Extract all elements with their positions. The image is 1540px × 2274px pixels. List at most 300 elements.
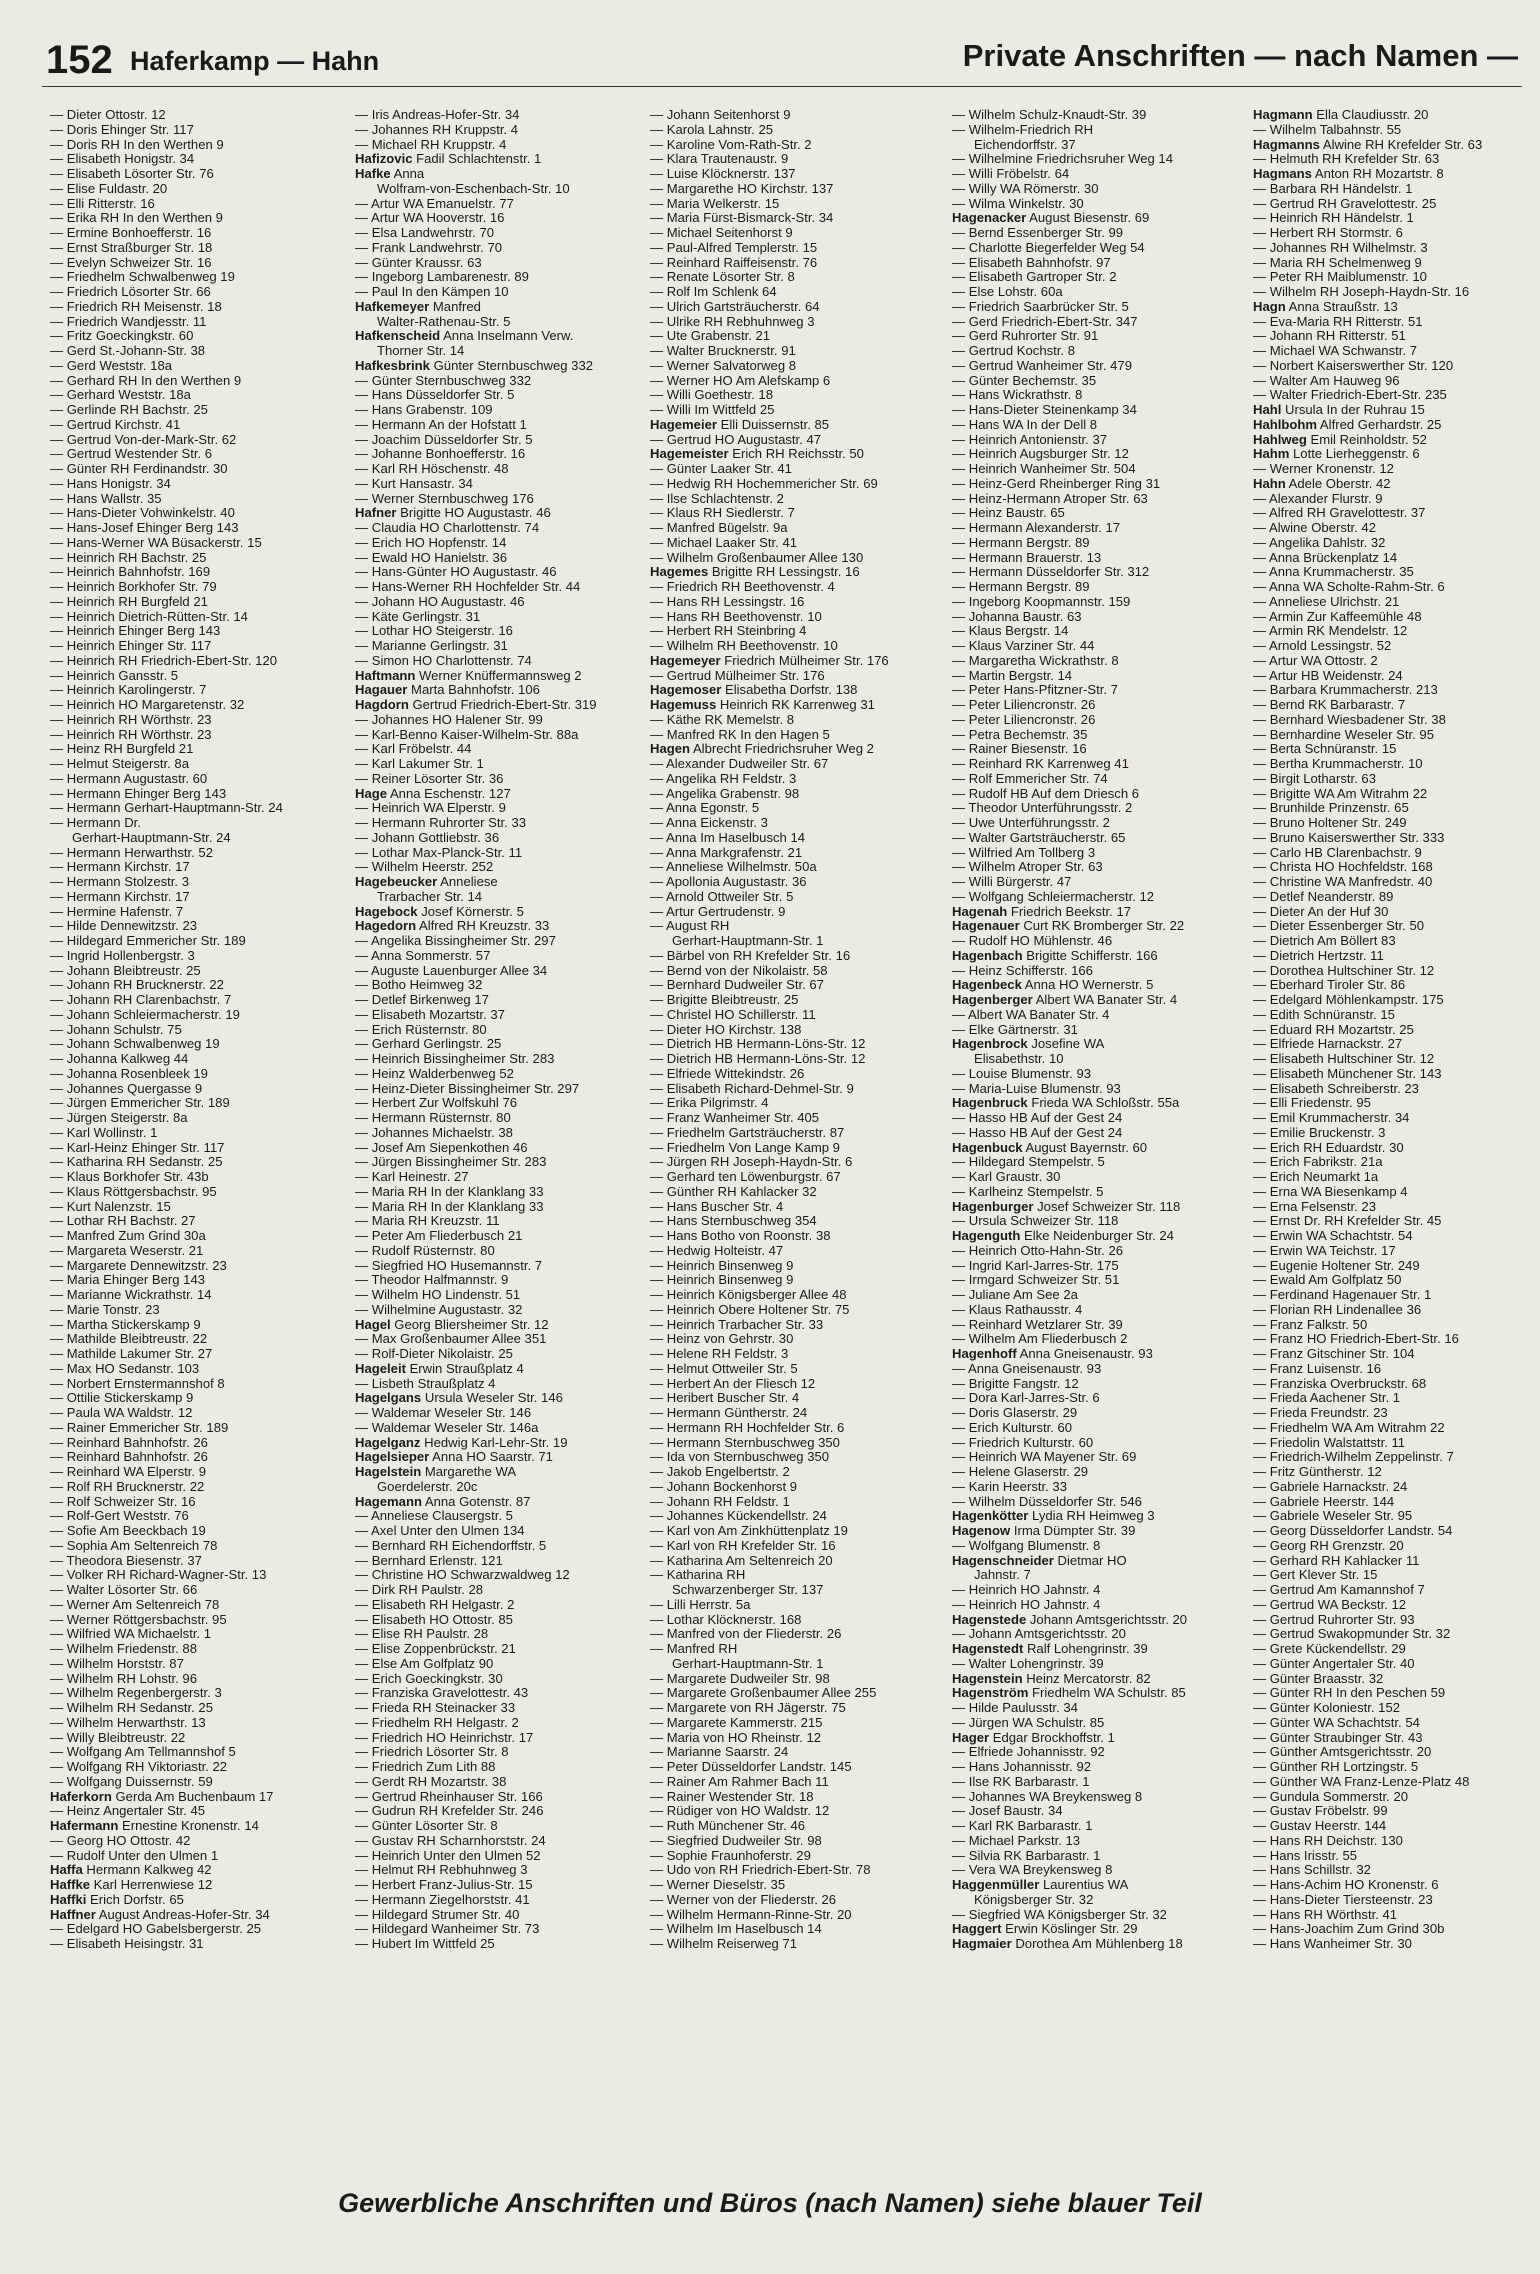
directory-entry: — Johannes WA Breykensweg 8 [952, 1788, 1143, 1804]
surname: Hagenacker [952, 210, 1027, 226]
surname: Hagenguth [952, 1228, 1021, 1243]
directory-entry: — Barbara Krummacherstr. 213 [1253, 682, 1438, 698]
directory-entry: Hagemeier Elli Duissernstr. 85 [650, 416, 830, 432]
directory-entry: — Heinrich RH Wörthstr. 23 [50, 711, 212, 727]
directory-entry: — Hans-Werner WA Büsackerstr. 15 [50, 534, 262, 550]
surname: Hageleit [355, 1360, 406, 1376]
directory-entry: — Heinrich RH Wörthstr. 23 [50, 726, 212, 742]
directory-entry: Hahl Ursula In der Ruhrau 15 [1253, 402, 1425, 417]
directory-entry: — Michael Parkstr. 13 [952, 1832, 1081, 1848]
directory-column-2 [355, 108, 645, 1952]
surname: Hagenstede [952, 1611, 1027, 1627]
footer-note: Gewerbliche Anschriften und Büros (nach Namen) siehe blauer Teil [338, 2188, 1202, 2218]
directory-entry: — Erna Felsenstr. 23 [1253, 1198, 1376, 1214]
directory-entry: — Josef Am Siepenkothen 46 [355, 1139, 528, 1155]
directory-entry: — Gertrud Am Kamannshof 7 [1253, 1582, 1425, 1597]
directory-entry: — Hildegard Strumer Str. 40 [355, 1906, 520, 1922]
directory-entry: Hagmans Anton RH Mozartstr. 8 [1253, 166, 1444, 181]
directory-entry: — Marianne Saarstr. 24 [650, 1744, 789, 1760]
directory-entry: — Friedrich RH Beethovenstr. 4 [650, 579, 835, 594]
directory-entry: — Hans Irisstr. 55 [1253, 1847, 1358, 1863]
directory-entry: — Walter Am Hauweg 96 [1253, 372, 1400, 388]
directory-entry: — Gertrud HO Augustastr. 47 [650, 431, 822, 447]
directory-entry: — Bruno Holtener Str. 249 [1253, 815, 1407, 830]
directory-entry: — Wilhelm Friedenstr. 88 [50, 1641, 197, 1656]
directory-entry: — Wilhelm RH Joseph-Haydn-Str. 16 [1253, 284, 1470, 299]
surname: Hagebock [355, 903, 418, 919]
directory-entry: — Johannes RH Wilhelmstr. 3 [1253, 239, 1428, 255]
directory-entry: — Rolf Im Schlenk 64 [650, 284, 777, 299]
directory-entry: — Peter Am Fliederbusch 21 [355, 1228, 523, 1243]
directory-entry: — Detlef Neanderstr. 89 [1253, 888, 1394, 904]
directory-entry: — Gertrud Ruhrorter Str. 93 [1253, 1611, 1415, 1627]
surname: Hagenschneider [952, 1552, 1054, 1568]
directory-entry: — Elisabeth Honigstr. 34 [50, 151, 195, 167]
directory-entry: — Eberhard Tiroler Str. 86 [1253, 977, 1406, 993]
directory-entry: — Gertrud RH Gravelottestr. 25 [1253, 195, 1437, 211]
directory-entry: — Wilfried WA Michaelstr. 1 [50, 1626, 212, 1642]
directory-entry: — Christine HO Schwarzwaldweg 12 [355, 1567, 570, 1583]
directory-entry: — Bernhard Dudweiler Str. 67 [650, 977, 824, 993]
directory-entry: — Werner von der Fliederstr. 26 [650, 1891, 837, 1907]
surname: Hagenbach [952, 947, 1023, 963]
directory-entry: — Heinrich Obere Holtener Str. 75 [650, 1301, 850, 1317]
directory-entry: — Maria RH In der Klanklang 33 [355, 1183, 544, 1199]
directory-entry: Hafner Brigitte HO Augustastr. 46 [355, 505, 551, 521]
surname: Hagdorn [355, 697, 409, 712]
directory-entry: — Karl Graustr. 30 [952, 1169, 1061, 1184]
directory-entry: — Elisabeth Münchener Str. 143 [1253, 1065, 1442, 1081]
directory-entry: — Klaus Röttgersbachstr. 95 [50, 1183, 217, 1199]
directory-entry: — Heinrich RH Händelstr. 1 [1253, 210, 1414, 226]
surname: Haffki [50, 1891, 87, 1907]
directory-entry: — Birgit Lotharstr. 63 [1253, 770, 1376, 786]
directory-entry: — Heinrich Antonienstr. 37 [952, 431, 1108, 447]
directory-entry: — Wilhelm Regenbergerstr. 3 [50, 1685, 222, 1701]
directory-entry: Haffke Karl Herrenwiese 12 [50, 1877, 213, 1892]
directory-entry: — Siegfried HO Husemannstr. 7 [355, 1257, 543, 1273]
directory-entry: — Helmuth RH Krefelder Str. 63 [1253, 151, 1440, 167]
directory-entry: — Armin Zur Kaffeemühle 48 [1253, 608, 1422, 624]
directory-entry: — Karl Fröbelstr. 44 [355, 741, 472, 757]
directory-entry: — Walter Gartsträucherstr. 65 [952, 829, 1126, 845]
directory-entry: Haffa Hermann Kalkweg 42 [50, 1862, 212, 1878]
directory-entry: — Ilse RK Barbarastr. 1 [952, 1773, 1090, 1789]
directory-entry: — Friedhelm RH Helgastr. 2 [355, 1714, 519, 1730]
directory-entry: — Bertha Krummacherstr. 10 [1253, 756, 1423, 771]
directory-entry: — Wolfgang Am Tellmannshof 5 [50, 1744, 236, 1760]
directory-entry: — Bärbel von RH Krefelder Str. 16 [650, 947, 851, 963]
surname: Haggenmüller [952, 1877, 1040, 1892]
directory-entry: — Dieter Essenberger Str. 50 [1253, 918, 1425, 934]
directory-entry: — Brunhilde Prinzenstr. 65 [1253, 800, 1409, 816]
directory-entry: — Artur WA Hooverstr. 16 [355, 210, 505, 226]
directory-entry: — Klaus Borkhofer Str. 43b [50, 1169, 209, 1184]
directory-entry: — Günter Laaker Str. 41 [650, 461, 792, 476]
surname: Hagelstein [355, 1464, 422, 1479]
directory-entry: — Botho Heimweg 32 [355, 977, 483, 993]
directory-entry: — Rudolf HO Mühlenstr. 46 [952, 933, 1113, 948]
directory-entry: Gerhart-Hauptmann-Str. 1 [672, 1655, 824, 1671]
section-title: Private Anschriften — nach Namen — [962, 38, 1518, 73]
directory-entry: — Rainer Am Rahmer Bach 11 [650, 1773, 829, 1789]
directory-entry: — Ruth Münchener Str. 46 [650, 1818, 806, 1833]
directory-entry: — Christel HO Schillerstr. 11 [650, 1006, 816, 1022]
header-rule [42, 86, 1522, 87]
directory-entry: Hafke Anna [355, 166, 425, 181]
directory-entry: — Johann Seitenhorst 9 [650, 108, 791, 122]
surname: Hagenbrock [952, 1036, 1028, 1052]
directory-entry: — Friedhelm WA Am Witrahm 22 [1253, 1419, 1445, 1435]
directory-entry: — Wolfgang Schleiermacherstr. 12 [952, 888, 1155, 904]
directory-entry: Hagauer Marta Bahnhofstr. 106 [355, 682, 540, 698]
directory-entry: — Heinrich RH Burgfeld 21 [50, 593, 208, 609]
directory-entry: — Charlotte Biegerfelder Weg 54 [952, 239, 1145, 255]
directory-entry: — Heinz Schifferstr. 166 [952, 962, 1093, 978]
directory-entry: — Johann Schulstr. 75 [50, 1021, 182, 1037]
directory-entry: — Willi Im Wittfeld 25 [650, 402, 775, 417]
directory-entry: — Friedrich Lösorter Str. 8 [355, 1744, 509, 1760]
surname: Hager [952, 1729, 990, 1745]
directory-entry: — Hans Johannisstr. 92 [952, 1759, 1092, 1774]
directory-entry: — Erika RH In den Werthen 9 [50, 210, 223, 226]
directory-entry: — Erwin WA Schachtstr. 54 [1253, 1228, 1413, 1243]
surname: Hage [355, 785, 388, 801]
directory-entry: — Angelika Dahlstr. 32 [1253, 534, 1386, 550]
directory-entry: — Günter Lösorter Str. 8 [355, 1818, 498, 1833]
directory-entry: — Willy Bleibtreustr. 22 [50, 1729, 186, 1745]
directory-entry: — Hans Wanheimer Str. 30 [1253, 1936, 1412, 1951]
directory-entry: — Jürgen Bissingheimer Str. 283 [355, 1154, 547, 1170]
directory-entry: — Doris Glaserstr. 29 [952, 1405, 1078, 1420]
directory-entry: Hagenbach Brigitte Schifferstr. 166 [952, 947, 1158, 963]
directory-entry: — Elise Fuldastr. 20 [50, 180, 168, 196]
directory-entry: — Walter Lohengrinstr. 39 [952, 1655, 1104, 1671]
surname: Hafermann [50, 1818, 119, 1833]
directory-entry: — Peter Liliencronstr. 26 [952, 711, 1096, 727]
directory-entry: — Friedrich Saarbrücker Str. 5 [952, 298, 1129, 314]
directory-entry: — Detlef Birkenweg 17 [355, 992, 489, 1007]
directory-entry: — Renate Lösorter Str. 8 [650, 269, 795, 285]
directory-entry: — Maria-Luise Blumenstr. 93 [952, 1080, 1121, 1096]
directory-entry: — Heribert Buscher Str. 4 [650, 1390, 800, 1406]
directory-entry: — Bernd von der Nikolaistr. 58 [650, 962, 828, 978]
directory-entry: — Brigitte WA Am Witrahm 22 [1253, 785, 1428, 801]
directory-entry: Hagelsieper Anna HO Saarstr. 71 [355, 1449, 553, 1465]
directory-entry: — Erich Goeckingkstr. 30 [355, 1670, 503, 1686]
directory-entry: — Gerd Friedrich-Ebert-Str. 347 [952, 313, 1138, 329]
directory-entry: — Heinrich Gansstr. 5 [50, 667, 179, 683]
directory-entry: Hagdorn Gertrud Friedrich-Ebert-Str. 319 [355, 697, 597, 712]
directory-entry: — Günter Angertaler Str. 40 [1253, 1655, 1415, 1671]
directory-entry: — Rudolf HB Auf dem Driesch 6 [952, 785, 1140, 801]
directory-entry: — Georg RH Grenzstr. 20 [1253, 1537, 1404, 1553]
directory-entry: — Hans Honigstr. 34 [50, 475, 171, 491]
directory-entry: — Gustav Heerstr. 144 [1253, 1818, 1387, 1833]
directory-entry: — Hildegard Stempelstr. 5 [952, 1154, 1105, 1170]
directory-entry: — Hermine Hafenstr. 7 [50, 903, 184, 919]
directory-entry: Königsberger Str. 32 [974, 1891, 1094, 1907]
directory-entry: — Elfriede Johannisstr. 92 [952, 1744, 1105, 1760]
directory-entry: — Reiner Lösorter Str. 36 [355, 770, 504, 786]
directory-entry: — Heinrich Binsenweg 9 [650, 1272, 794, 1288]
directory-entry: — Franz Gitschiner Str. 104 [1253, 1346, 1415, 1361]
directory-entry: — Theodora Biesenstr. 37 [50, 1552, 202, 1568]
directory-entry: — Hans-Werner RH Hochfelder Str. 44 [355, 579, 581, 594]
surname: Hagelganz [355, 1434, 421, 1450]
directory-entry: — Herbert Zur Wolfskuhl 76 [355, 1095, 518, 1111]
directory-entry: — Erich HO Hopfenstr. 14 [355, 534, 507, 550]
surname: Hagenburger [952, 1198, 1034, 1214]
directory-entry: — Anneliese Clausergstr. 5 [355, 1508, 513, 1524]
directory-entry: — Friedhelm Von Lange Kamp 9 [650, 1139, 840, 1155]
directory-entry: — Anna Egonstr. 5 [650, 800, 760, 816]
directory-entry: — Günter RH Ferdinandstr. 30 [50, 461, 228, 476]
directory-entry: — Heinrich Borkhofer Str. 79 [50, 579, 217, 594]
directory-entry: — Walter Friedrich-Ebert-Str. 235 [1253, 387, 1447, 403]
directory-entry: — Karl von RH Krefelder Str. 16 [650, 1537, 836, 1553]
directory-entry: — Hasso HB Auf der Gest 24 [952, 1124, 1123, 1140]
directory-entry: — Erich Kulturstr. 60 [952, 1419, 1073, 1435]
directory-entry: Hagenbeck Anna HO Wernerstr. 5 [952, 977, 1154, 993]
directory-entry: Haffner August Andreas-Hofer-Str. 34 [50, 1906, 270, 1922]
directory-entry: — Anna Im Haselbusch 14 [650, 829, 806, 845]
directory-entry: — Friedhelm Schwalbenweg 19 [50, 269, 235, 285]
directory-entry: — Wilhelm Düsseldorfer Str. 546 [952, 1493, 1142, 1509]
directory-entry: — Johann HO Augustastr. 46 [355, 593, 525, 609]
directory-entry: — Dorothea Hultschiner Str. 12 [1253, 962, 1435, 978]
directory-entry: — Helene RH Feldstr. 3 [650, 1346, 789, 1361]
directory-entry: — Günter Koloniestr. 152 [1253, 1700, 1401, 1715]
directory-entry: — Brigitte Fangstr. 12 [952, 1375, 1079, 1391]
directory-entry: Hagmann Ella Claudiusstr. 20 [1253, 108, 1429, 122]
directory-entry: — Margarete Dudweiler Str. 98 [650, 1670, 830, 1686]
directory-entry: — Albert WA Banater Str. 4 [952, 1006, 1110, 1022]
directory-entry: — Heinrich HO Margaretenstr. 32 [50, 697, 245, 712]
directory-entry: — Margarete Dennewitzstr. 23 [50, 1257, 227, 1273]
directory-entry: — Helene Glaserstr. 29 [952, 1464, 1089, 1479]
directory-entry: — Werner HO Am Alefskamp 6 [650, 372, 831, 388]
directory-entry: — Gerhard Gerlingstr. 25 [355, 1036, 502, 1052]
directory-entry: — Mathilde Bleibtreustr. 22 [50, 1331, 208, 1347]
directory-entry: — Michael RH Kruppstr. 4 [355, 136, 507, 152]
directory-entry: — Angelika Bissingheimer Str. 297 [355, 933, 556, 948]
directory-entry: — Dirk RH Paulstr. 28 [355, 1582, 484, 1597]
directory-entry: — Werner Dieselstr. 35 [650, 1877, 786, 1892]
directory-entry: — Bruno Kaiserswerther Str. 333 [1253, 829, 1445, 845]
directory-entry: — Wilfried Am Tollberg 3 [952, 844, 1096, 860]
directory-entry: — Edith Schnüranstr. 15 [1253, 1006, 1395, 1022]
directory-entry: — Gerhard RH Kahlacker 11 [1253, 1552, 1420, 1568]
directory-entry: — Rolf-Dieter Nikolaistr. 25 [355, 1346, 513, 1361]
directory-entry: — Elisabeth HO Ottostr. 85 [355, 1611, 513, 1627]
directory-entry: — Sophia Am Seltenreich 78 [50, 1537, 218, 1553]
directory-entry: — Käthe RK Memelstr. 8 [650, 711, 795, 727]
directory-entry: — Wilhelm Heerstr. 252 [355, 859, 494, 875]
directory-entry: — Heinz-Dieter Bissingheimer Str. 297 [355, 1080, 580, 1096]
directory-entry: Hageleit Erwin Straußplatz 4 [355, 1360, 524, 1376]
directory-entry: — Manfred Bügelstr. 9a [650, 520, 788, 535]
directory-entry: — Hans Düsseldorfer Str. 5 [355, 387, 515, 403]
directory-entry: — Hermann Düsseldorfer Str. 312 [952, 564, 1150, 580]
directory-entry: — Reinhard Bahnhofstr. 26 [50, 1434, 208, 1450]
directory-entry: — Willi Goethestr. 18 [650, 387, 773, 403]
directory-entry: — Maria Ehinger Berg 143 [50, 1272, 206, 1288]
directory-entry: — Luise Klöcknerstr. 137 [650, 166, 796, 181]
directory-entry: — Elsa Landwehrstr. 70 [355, 225, 495, 240]
directory-entry: — Peter RH Maiblumenstr. 10 [1253, 269, 1427, 285]
directory-entry: — August RH [650, 918, 730, 934]
directory-entry: — Hermann Gerhart-Hauptmann-Str. 24 [50, 800, 283, 816]
directory-entry: — Hermann Rüsternstr. 80 [355, 1110, 511, 1125]
directory-entry: — Alexander Dudweiler Str. 67 [650, 756, 829, 771]
directory-entry: — Herbert An der Fliesch 12 [650, 1375, 816, 1391]
directory-entry: — Heinrich HO Jahnstr. 4 [952, 1596, 1101, 1612]
directory-entry: — Hans Botho von Roonstr. 38 [650, 1228, 831, 1243]
directory-entry: — Heinz-Hermann Atroper Str. 63 [952, 490, 1148, 506]
directory-entry: — Gertrud Kochstr. 8 [952, 343, 1075, 358]
directory-entry: — Margarethe HO Kirchstr. 137 [650, 180, 834, 196]
directory-entry: — Hermann RH Hochfelder Str. 6 [650, 1419, 845, 1435]
surname: Hagenström [952, 1685, 1029, 1701]
directory-entry: — Erich Fabrikstr. 21a [1253, 1154, 1383, 1170]
directory-entry: — Hans-Dieter Vohwinkelstr. 40 [50, 505, 235, 521]
directory-entry: — Anneliese Ulrichstr. 21 [1253, 593, 1400, 609]
directory-entry: — Siegfried Dudweiler Str. 98 [650, 1832, 822, 1848]
directory-entry: — Karl Heinestr. 27 [355, 1169, 469, 1184]
directory-entry: — Rolf Schweizer Str. 16 [50, 1493, 196, 1509]
directory-entry: — Axel Unter den Ulmen 134 [355, 1523, 525, 1538]
directory-entry: — Elfriede Wittekindstr. 26 [650, 1065, 805, 1081]
directory-entry: — Johanna Rosenbleek 19 [50, 1065, 208, 1081]
directory-entry: — Hans RH Wörthstr. 41 [1253, 1906, 1398, 1922]
directory-entry: — Heinrich Wanheimer Str. 504 [952, 461, 1136, 476]
directory-entry: — Ermine Bonhoefferstr. 16 [50, 225, 212, 240]
directory-entry: Haggert Erwin Köslinger Str. 29 [952, 1921, 1138, 1937]
directory-entry: — Elisabeth Hultschiner Str. 12 [1253, 1051, 1435, 1066]
directory-entry: — Gerhard ten Löwenburgstr. 67 [650, 1169, 841, 1184]
directory-entry: — Hans-Dieter Steinenkamp 34 [952, 402, 1137, 417]
directory-entry: — Karl-Benno Kaiser-Wilhelm-Str. 88a [355, 726, 579, 742]
directory-entry: — Louise Blumenstr. 93 [952, 1065, 1092, 1081]
directory-entry: — Jürgen WA Schulstr. 85 [952, 1714, 1105, 1730]
directory-entry: — Hans Wallstr. 35 [50, 490, 162, 506]
directory-entry: — Elfriede Harnackstr. 27 [1253, 1036, 1403, 1052]
directory-entry: — Hermann Ruhrorter Str. 33 [355, 815, 527, 830]
surname: Hahlbohm [1253, 416, 1318, 432]
directory-column-4 [952, 108, 1242, 1952]
directory-entry: Hagemeyer Friedrich Mülheimer Str. 176 [650, 652, 889, 668]
directory-entry: — Günter Bechemstr. 35 [952, 372, 1097, 388]
directory-entry: — Elisabeth Bahnhofstr. 97 [952, 254, 1111, 270]
directory-entry: — Manfred RK In den Hagen 5 [650, 726, 830, 742]
directory-entry: — Auguste Lauenburger Allee 34 [355, 962, 548, 978]
directory-entry: — Werner Röttgersbachstr. 95 [50, 1611, 227, 1627]
directory-entry: — Hans-Achim HO Kronenstr. 6 [1253, 1877, 1439, 1892]
directory-entry: — Peter Düsseldorfer Landstr. 145 [650, 1759, 852, 1774]
directory-entry: — Karl RH Höschenstr. 48 [355, 461, 509, 476]
directory-entry: — Maria RH Kreuzstr. 11 [355, 1213, 500, 1229]
directory-entry: — Hans-Günter HO Augustastr. 46 [355, 564, 557, 580]
directory-entry: — Herbert RH Steinbring 4 [650, 623, 807, 639]
directory-entry: — Simon HO Charlottenstr. 74 [355, 652, 532, 668]
surname: Haftmann [355, 667, 416, 683]
directory-entry: — Rolf Emmericher Str. 74 [952, 770, 1108, 786]
directory-entry: — Wilhelm Schulz-Knaudt-Str. 39 [952, 108, 1147, 122]
directory-entry: — Michael WA Schwanstr. 7 [1253, 343, 1417, 358]
directory-entry: — Hans RH Lessingstr. 16 [650, 593, 805, 609]
directory-entry: — Johann Bockenhorst 9 [650, 1478, 798, 1494]
directory-entry: — Johann Schleiermacherstr. 19 [50, 1006, 240, 1022]
surname: Hagmaier [952, 1936, 1012, 1951]
directory-entry: — Franziska Gravelottestr. 43 [355, 1685, 529, 1701]
directory-entry: — Friedrich Lösorter Str. 66 [50, 284, 211, 299]
directory-entry: — Karl Wollinstr. 1 [50, 1124, 158, 1140]
directory-entry: — Anna Gneisenaustr. 93 [952, 1360, 1102, 1376]
directory-entry: — Siegfried WA Königsberger Str. 32 [952, 1906, 1167, 1922]
page-number: 152 [46, 38, 113, 82]
directory-entry: Jahnstr. 7 [974, 1567, 1031, 1583]
directory-entry: Hagedorn Alfred RH Kreuzstr. 33 [355, 918, 550, 934]
directory-entry: — Günter Kraussr. 63 [355, 254, 482, 270]
directory-entry: — Volker RH Richard-Wagner-Str. 13 [50, 1567, 267, 1583]
directory-entry: — Rudolf Rüsternstr. 80 [355, 1242, 495, 1258]
directory-entry: — Gertrud WA Beckstr. 12 [1253, 1596, 1407, 1612]
directory-entry: — Kurt Nalenzstr. 15 [50, 1198, 171, 1214]
directory-entry: — Hermann An der Hofstatt 1 [355, 416, 527, 432]
directory-entry: Hahlweg Emil Reinholdstr. 52 [1253, 431, 1427, 447]
directory-entry: — Georg HO Ottostr. 42 [50, 1832, 191, 1848]
directory-entry: — Friedrich Kulturstr. 60 [952, 1434, 1094, 1450]
directory-entry: — Willi Bürgerstr. 47 [952, 874, 1072, 889]
directory-entry: — Max HO Sedanstr. 103 [50, 1360, 200, 1376]
directory-entry: — Erna WA Biesenkamp 4 [1253, 1183, 1408, 1199]
directory-entry: — Hedwig RH Hochemmericher Str. 69 [650, 475, 878, 491]
directory-entry: — Werner Sternbuschweg 176 [355, 490, 534, 506]
directory-entry: — Helmut Ottweiler Str. 5 [650, 1360, 798, 1376]
directory-entry: — Anna Sommerstr. 57 [355, 947, 491, 963]
directory-entry: — Christine WA Manfredstr. 40 [1253, 874, 1433, 889]
directory-entry: — Elisabeth Heisingstr. 31 [50, 1936, 204, 1951]
directory-entry: — Günter WA Schachtstr. 54 [1253, 1714, 1420, 1730]
directory-entry: — Ingrid Hollenbergstr. 3 [50, 947, 195, 963]
directory-entry: — Emil Krummacherstr. 34 [1253, 1110, 1410, 1125]
directory-entry: — Florian RH Lindenallee 36 [1253, 1301, 1422, 1317]
surname: Hagmanns [1253, 136, 1320, 152]
directory-entry: — Alexander Flurstr. 9 [1253, 490, 1383, 506]
directory-entry: — Ulrich Gartsträucherstr. 64 [650, 298, 820, 314]
directory-entry: — Maria Welkerstr. 15 [650, 195, 780, 211]
directory-entry: Hagemuss Heinrich RK Karrenweg 31 [650, 697, 875, 712]
directory-entry: — Joachim Düsseldorfer Str. 5 [355, 431, 533, 447]
directory-entry: — Wilhelm Im Haselbusch 14 [650, 1921, 822, 1937]
directory-entry: — Fritz Güntherstr. 12 [1253, 1464, 1382, 1479]
directory-entry: — Norbert Kaiserswerther Str. 120 [1253, 357, 1454, 373]
directory-entry: — Hermann Bergstr. 89 [952, 534, 1090, 550]
directory-entry: — Wilhelm RH Lohstr. 96 [50, 1670, 197, 1686]
directory-entry: — Elise RH Paulstr. 28 [355, 1626, 489, 1642]
directory-entry: — Jakob Engelbertstr. 2 [650, 1464, 790, 1479]
directory-entry: — Dieter An der Huf 30 [1253, 903, 1389, 919]
directory-entry: — Elli Friedenstr. 95 [1253, 1095, 1371, 1111]
directory-entry: Hagemes Brigitte RH Lessingstr. 16 [650, 564, 860, 580]
surname: Hahl [1253, 402, 1282, 417]
directory-entry: — Klara Trautenaustr. 9 [650, 151, 789, 167]
directory-entry: — Rainer Emmericher Str. 189 [50, 1419, 229, 1435]
surname: Hafkenscheid [355, 328, 441, 344]
directory-entry: Haftmann Werner Knüffermannsweg 2 [355, 667, 582, 683]
directory-entry: — Lothar Max-Planck-Str. 11 [355, 844, 523, 860]
